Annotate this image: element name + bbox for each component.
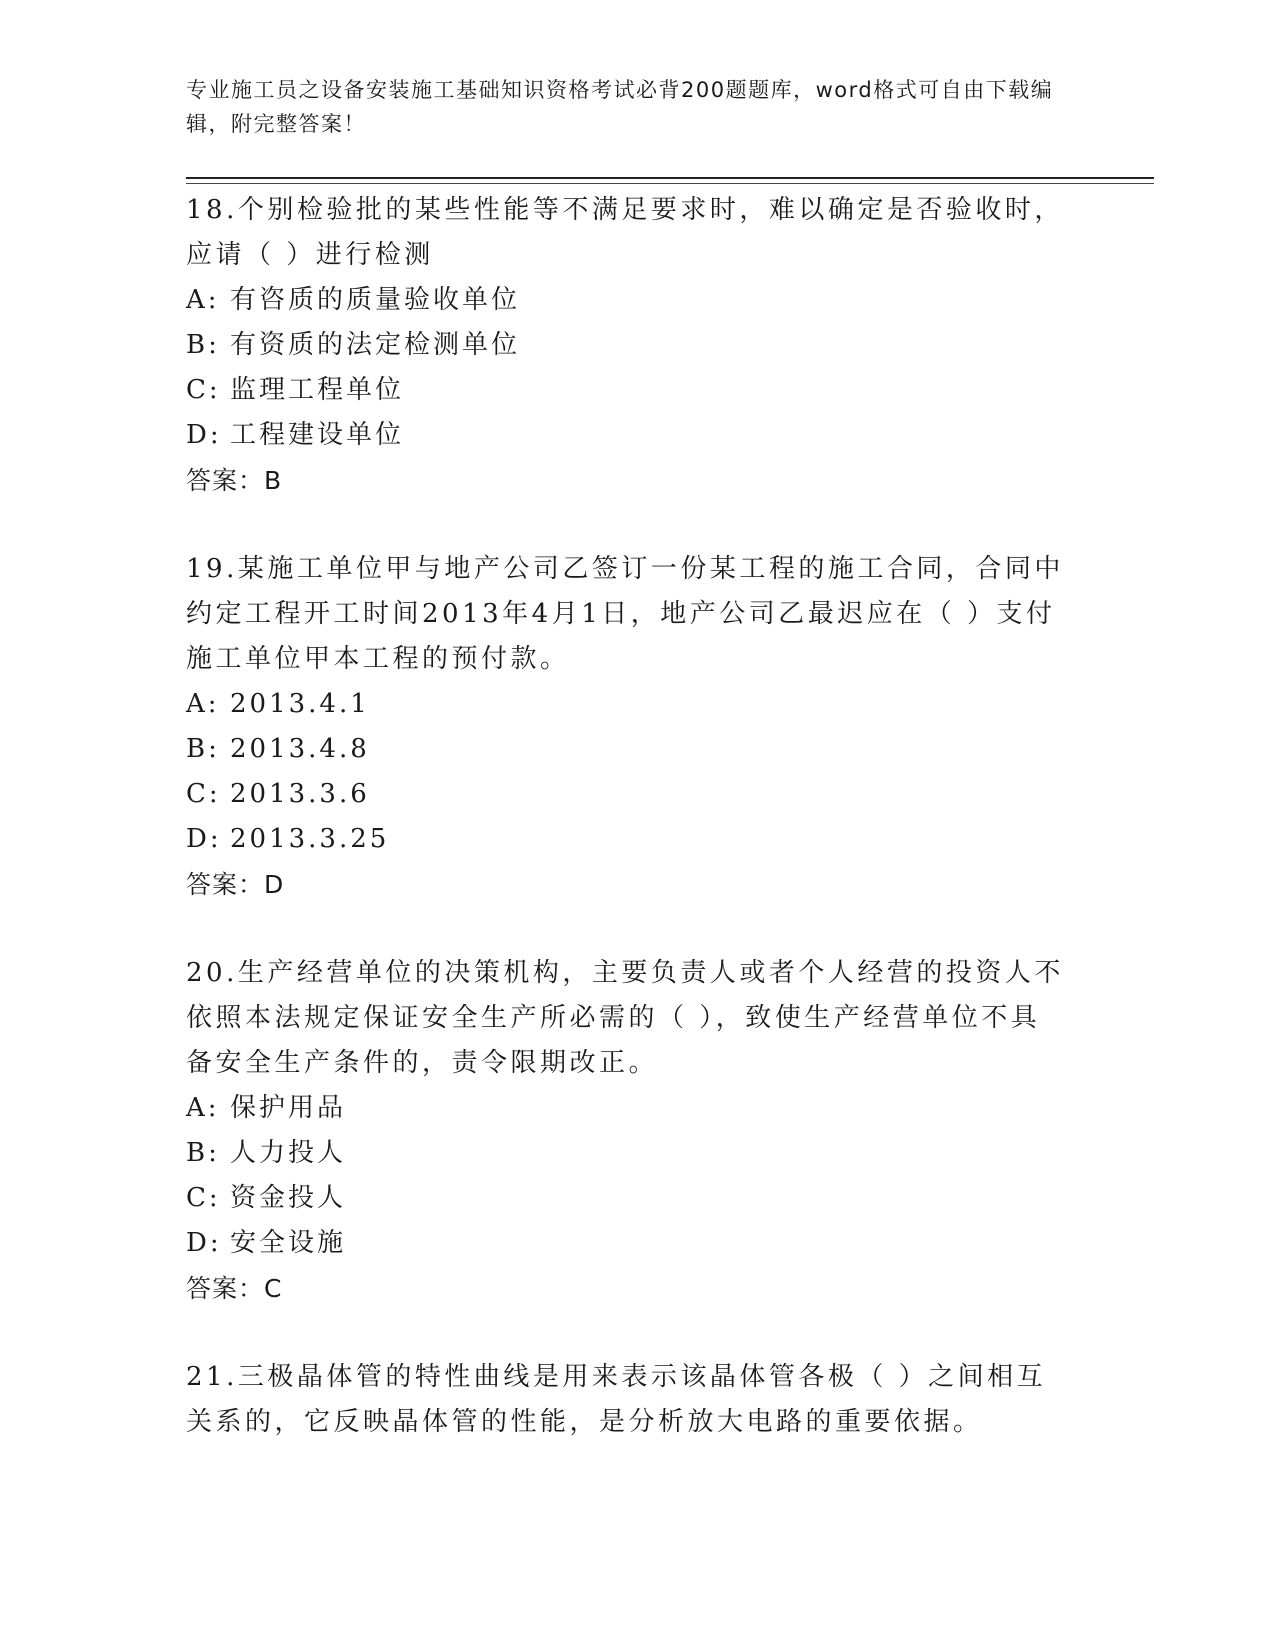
option-list bbox=[186, 278, 1066, 458]
option-text: 有资质的法定检测单位 bbox=[230, 330, 521, 360]
option-letter: B: bbox=[186, 1138, 220, 1168]
question-19 bbox=[186, 547, 1066, 907]
option-b bbox=[186, 1131, 1066, 1176]
option-list bbox=[186, 682, 1066, 862]
option-text: 2013.4.8 bbox=[230, 734, 370, 764]
option-b bbox=[186, 727, 1066, 772]
header-divider-thin bbox=[186, 183, 1154, 184]
question-stem: 19.某施工单位甲与地产公司乙签订一份某工程的施工合同，合同中约定工程开工时间2013年4月1日，地产公司乙最迟应在（ ）支付施工单位甲本工程的预付款。 bbox=[186, 554, 1064, 674]
option-d bbox=[186, 1221, 1066, 1266]
header-divider bbox=[186, 177, 1154, 179]
option-text: 2013.3.25 bbox=[230, 824, 390, 854]
option-list bbox=[186, 1086, 1066, 1266]
option-text: 人力投人 bbox=[230, 1138, 347, 1168]
option-text: 监理工程单位 bbox=[230, 375, 405, 405]
question-stem: 20.生产经营单位的决策机构，主要负责人或者个人经营的投资人不依照本法规定保证安全生产所必需的（ ），致使生产经营单位不具备安全生产条件的，责令限期改正。 bbox=[186, 958, 1064, 1078]
option-letter: B: bbox=[186, 330, 220, 360]
option-a bbox=[186, 1086, 1066, 1131]
question-21 bbox=[186, 1355, 1066, 1445]
option-a bbox=[186, 682, 1066, 727]
option-letter: B: bbox=[186, 734, 220, 764]
option-text: 有咨质的质量验收单位 bbox=[230, 285, 521, 315]
question-stem: 21.三极晶体管的特性曲线是用来表示该晶体管各极（ ）之间相互关系的，它反映晶体管的性能，是分析放大电路的重要依据。 bbox=[186, 1362, 1047, 1437]
option-letter: D: bbox=[186, 420, 222, 450]
option-letter: A: bbox=[186, 285, 220, 315]
option-text: 2013.3.6 bbox=[230, 779, 370, 809]
option-c bbox=[186, 368, 1066, 413]
option-d bbox=[186, 817, 1066, 862]
option-letter: A: bbox=[186, 689, 220, 719]
option-letter: A: bbox=[186, 1093, 220, 1123]
option-text: 2013.4.1 bbox=[230, 689, 370, 719]
question-stem: 18.个别检验批的某些性能等不满足要求时，难以确定是否验收时，应请（ ）进行检测 bbox=[186, 195, 1064, 270]
option-c bbox=[186, 1176, 1066, 1221]
option-text: 资金投人 bbox=[230, 1183, 347, 1213]
option-a bbox=[186, 278, 1066, 323]
answer-text: 答案：D bbox=[186, 870, 285, 899]
answer-text: 答案：C bbox=[186, 1274, 283, 1303]
option-letter: C: bbox=[186, 1183, 221, 1213]
question-20 bbox=[186, 951, 1066, 1311]
option-c bbox=[186, 772, 1066, 817]
option-letter: D: bbox=[186, 824, 222, 854]
question-list bbox=[186, 188, 1066, 1489]
document-header: 专业施工员之设备安装施工基础知识资格考试必背200题题库，word格式可自由下载编辑，附完整答案！ bbox=[186, 78, 1054, 136]
option-d bbox=[186, 413, 1066, 458]
option-letter: C: bbox=[186, 375, 221, 405]
option-letter: D: bbox=[186, 1228, 222, 1258]
option-text: 保护用品 bbox=[230, 1093, 347, 1123]
option-text: 工程建设单位 bbox=[230, 420, 405, 450]
question-18 bbox=[186, 188, 1066, 503]
option-b bbox=[186, 323, 1066, 368]
option-letter: C: bbox=[186, 779, 221, 809]
option-text: 安全设施 bbox=[230, 1228, 347, 1258]
answer-text: 答案：B bbox=[186, 466, 283, 495]
